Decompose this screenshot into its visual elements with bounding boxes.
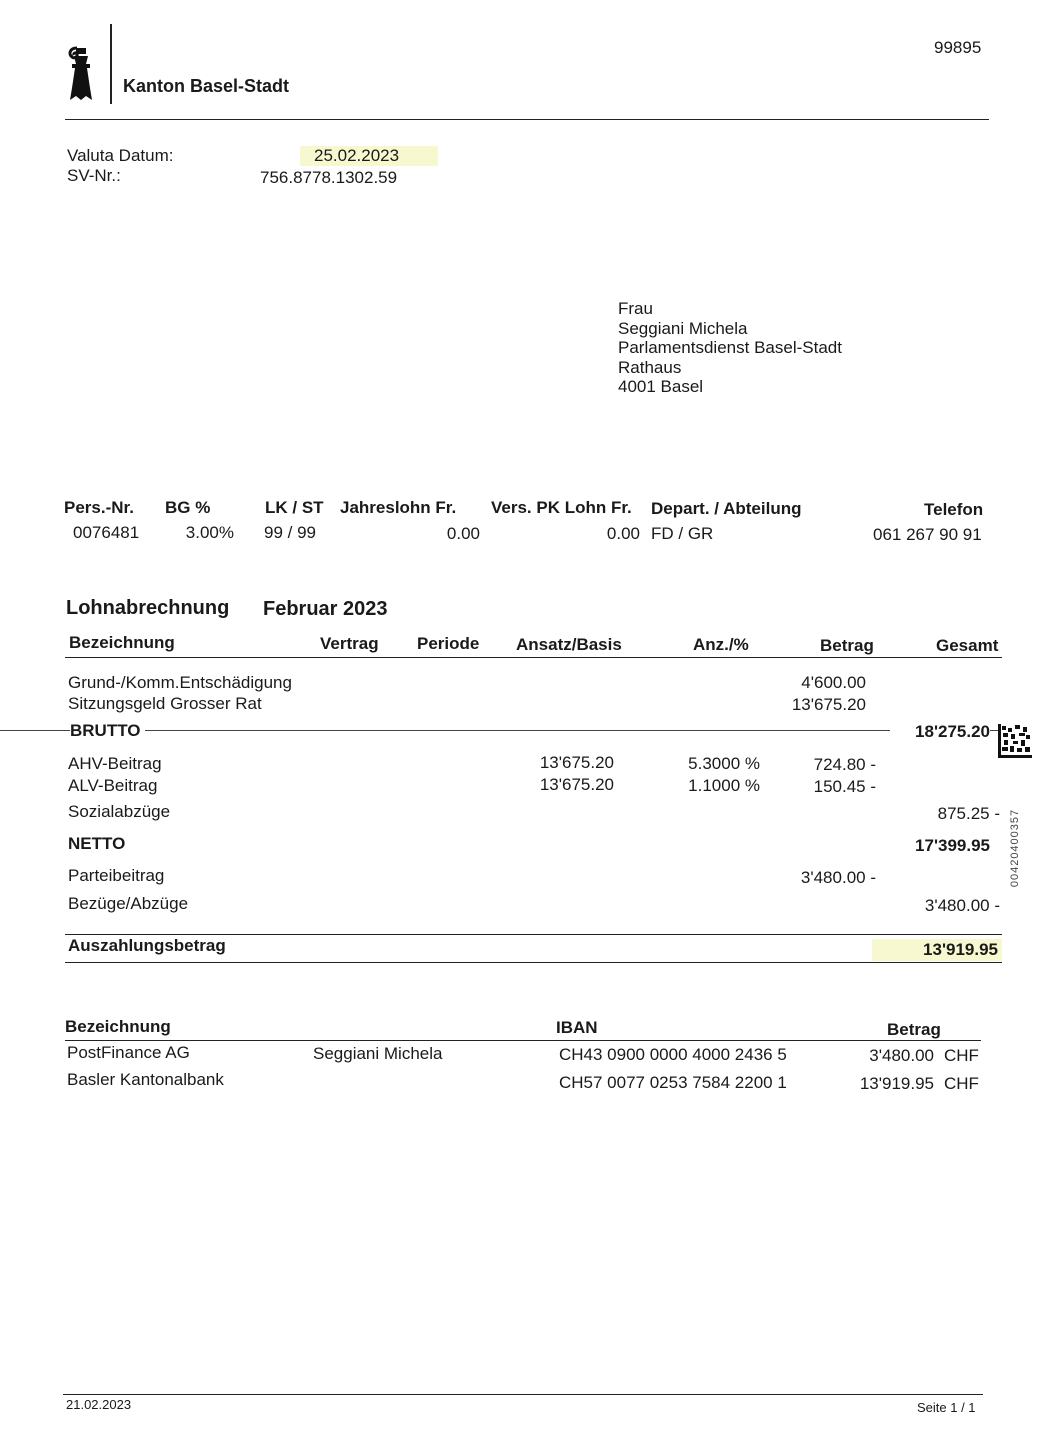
- bank-row-1-currency: CHF: [944, 1046, 979, 1065]
- address-salutation: Frau: [618, 299, 653, 318]
- sozial-gesamt: 875.25 -: [937, 804, 1000, 823]
- header-rule: [65, 119, 989, 120]
- col-bezeichnung: Bezeichnung: [69, 633, 175, 652]
- col-anz: Anz./%: [693, 635, 749, 654]
- telefon-value: 061 267 90 91: [873, 525, 982, 544]
- payslip-header-rule: [65, 657, 1002, 658]
- brutto-gesamt: 18'275.20: [890, 722, 990, 742]
- side-reference-code: 00420400357: [1009, 808, 1021, 888]
- sitzung-label: Sitzungsgeld Grosser Rat: [68, 694, 262, 713]
- telefon-header: Telefon: [924, 500, 984, 519]
- valuta-label: Valuta Datum:: [67, 146, 174, 165]
- ahv-anz: 5.3000 %: [688, 754, 760, 773]
- sv-value: 756.8778.1302.59: [260, 168, 398, 187]
- datamatrix-code: [998, 724, 1032, 758]
- org-name: Kanton Basel-Stadt: [123, 76, 290, 96]
- valuta-value: 25.02.2023: [300, 146, 438, 166]
- pers-nr-value: 0076481: [73, 523, 140, 542]
- auszahlung-gesamt: 13'919.95: [872, 939, 1002, 961]
- address-department: Parlamentsdienst Basel-Stadt: [618, 338, 842, 358]
- sitzung-betrag: 13'675.20: [791, 695, 866, 714]
- col-ansatz: Ansatz/Basis: [516, 635, 622, 654]
- header-divider-vertical: [110, 24, 112, 104]
- bank-row-1-holder: Seggiani Michela: [313, 1044, 443, 1063]
- alv-betrag: 150.45 -: [813, 777, 876, 796]
- lk-st-header: LK / ST: [265, 498, 324, 517]
- payslip-title: Lohnabrechnung: [66, 597, 230, 619]
- auszahlung-top-rule: [65, 934, 1002, 935]
- auszahlung-label: Auszahlungsbetrag: [68, 936, 226, 955]
- alv-ansatz: 13'675.20: [539, 775, 614, 794]
- sozial-label: Sozialabzüge: [68, 802, 171, 821]
- bank-row-1-name: PostFinance AG: [67, 1043, 190, 1062]
- jahreslohn-value: 0.00: [446, 524, 480, 543]
- footer-date: 21.02.2023: [66, 1397, 132, 1412]
- bank-row-2-betrag: 13'919.95: [859, 1074, 934, 1093]
- address-city: 4001 Basel: [618, 377, 704, 397]
- footer-page: Seite 1 / 1: [917, 1400, 976, 1415]
- address-building: Rathaus: [618, 357, 682, 377]
- document-number: 99895: [934, 38, 982, 57]
- bank-row-2-currency: CHF: [944, 1074, 979, 1093]
- bank-row-2-name: Basler Kantonalbank: [67, 1070, 224, 1089]
- alv-label: ALV-Beitrag: [68, 776, 158, 795]
- bank-col-bezeichnung: Bezeichnung: [65, 1017, 171, 1036]
- bezuege-gesamt: 3'480.00 -: [924, 896, 1000, 915]
- address-block: [618, 299, 842, 397]
- col-vertrag: Vertrag: [320, 634, 379, 653]
- brutto-rule: [0, 730, 1000, 731]
- jahreslohn-header: Jahreslohn Fr.: [340, 498, 457, 517]
- ahv-ansatz: 13'675.20: [539, 753, 614, 772]
- bg-header: BG %: [165, 498, 211, 517]
- bank-row-2-iban: CH57 0077 0253 7584 2200 1: [559, 1073, 787, 1092]
- col-betrag: Betrag: [820, 636, 874, 655]
- pers-nr-header: Pers.-Nr.: [64, 498, 134, 517]
- bank-row-1-betrag: 3'480.00: [869, 1046, 934, 1065]
- alv-anz: 1.1000 %: [688, 776, 760, 795]
- grund-label: Grund-/Komm.Entschädigung: [68, 673, 292, 692]
- bank-col-betrag: Betrag: [887, 1020, 941, 1039]
- partei-label: Parteibeitrag: [68, 866, 165, 885]
- col-gesamt: Gesamt: [936, 636, 999, 655]
- ahv-label: AHV-Beitrag: [68, 754, 162, 773]
- grund-betrag: 4'600.00: [801, 673, 866, 692]
- footer-rule: [63, 1394, 983, 1395]
- depart-value: FD / GR: [651, 524, 714, 543]
- address-name: Seggiani Michela: [618, 318, 748, 338]
- bank-header-rule: [65, 1040, 981, 1041]
- vers-pk-value: 0.00: [606, 524, 640, 543]
- basel-coat-of-arms-logo: [64, 44, 98, 102]
- payslip-period: Februar 2023: [263, 598, 388, 620]
- lk-st-value: 99 / 99: [264, 523, 316, 542]
- brutto-label: BRUTTO: [70, 721, 145, 741]
- auszahlung-bottom-rule: [65, 962, 1002, 963]
- bank-row-1-iban: CH43 0900 0000 4000 2436 5: [559, 1045, 787, 1064]
- netto-gesamt: 17'399.95: [915, 836, 990, 855]
- bank-col-iban: IBAN: [556, 1018, 598, 1037]
- partei-betrag: 3'480.00 -: [800, 868, 876, 887]
- bg-value: 3.00%: [185, 523, 234, 542]
- vers-pk-header: Vers. PK Lohn Fr.: [491, 498, 632, 517]
- bezuege-label: Bezüge/Abzüge: [68, 894, 189, 913]
- sv-label: SV-Nr.:: [67, 166, 121, 185]
- ahv-betrag: 724.80 -: [813, 755, 876, 774]
- netto-label: NETTO: [68, 834, 126, 853]
- depart-header: Depart. / Abteilung: [651, 499, 802, 518]
- col-periode: Periode: [417, 634, 480, 653]
